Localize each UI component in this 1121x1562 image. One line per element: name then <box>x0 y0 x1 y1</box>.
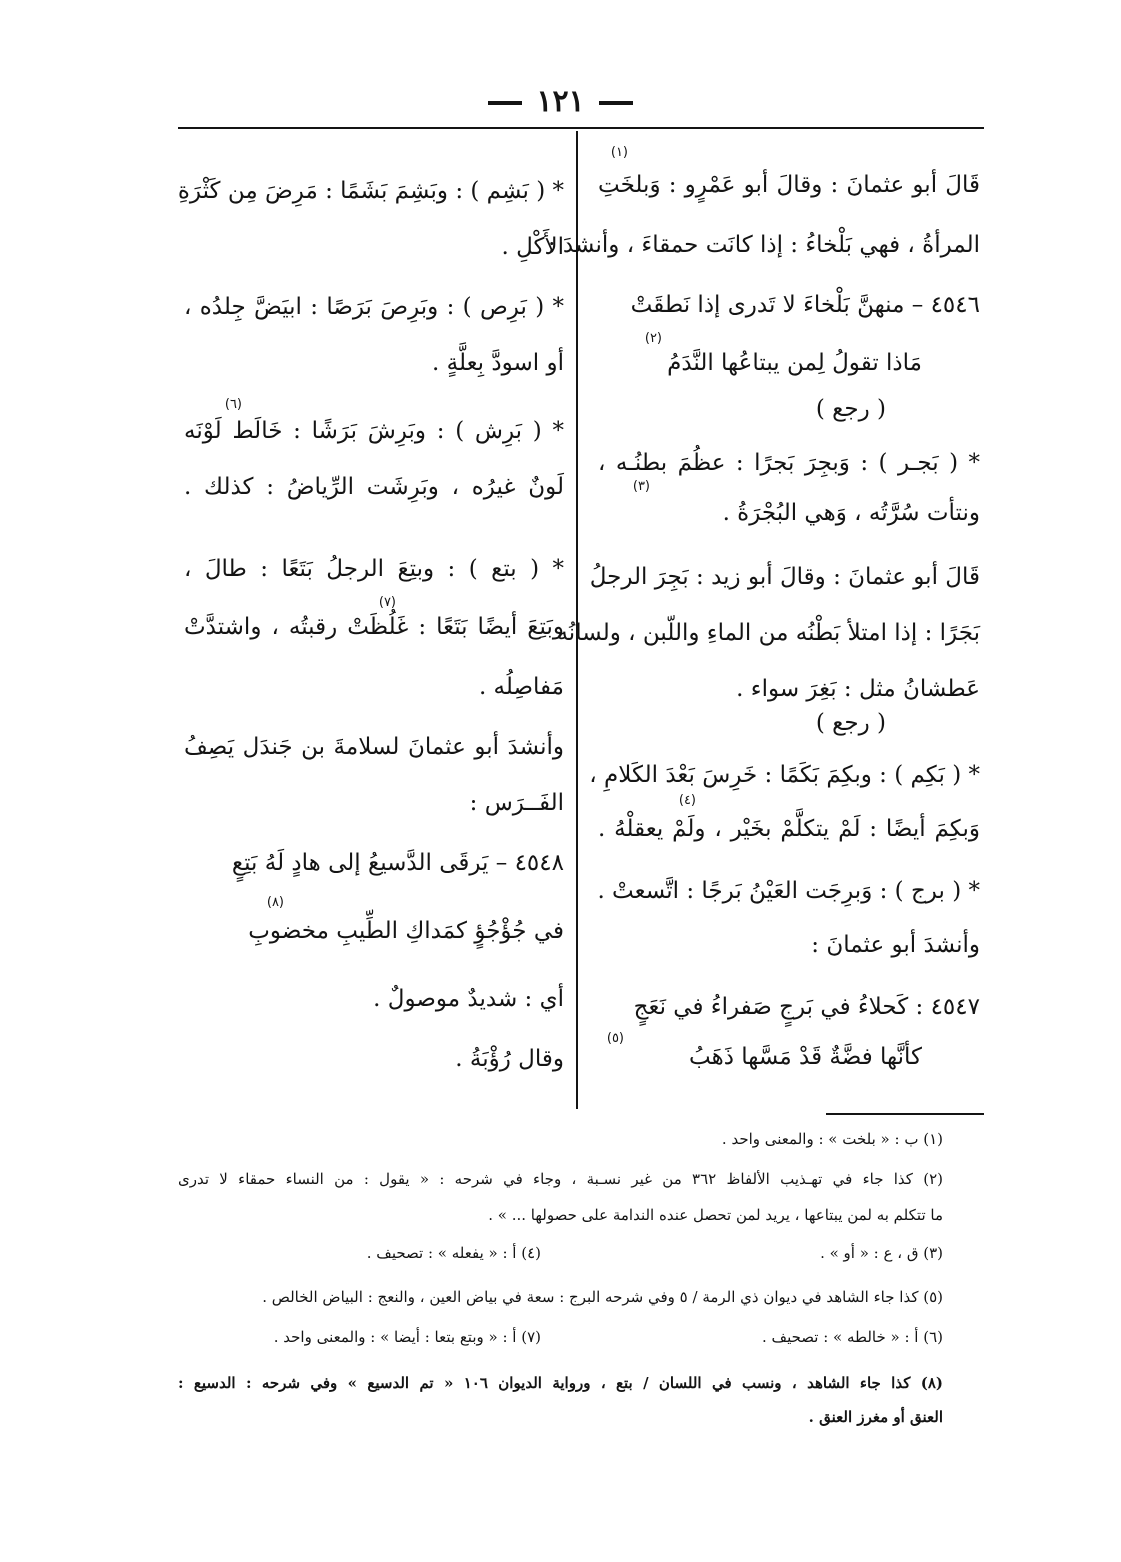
verse-4548-first-hemistich: ٤٥٤٨ – يَرقَى الدَّسيعُ إلى هادٍ لَهُ بَتِعٍ <box>231 850 564 876</box>
entry-bakam-line: * ( بَكِم ) : وبكِمَ بَكَمًا : خَرِسَ بَعْدَ الكَلامِ ، <box>589 762 980 788</box>
entry-text-line: قَالَ أبو عثمانَ : وقالَ أبو زيد : بَجِرَ الرجلُ <box>589 564 980 590</box>
footnote-8-continued: العنق أو مغرز العنق . <box>808 1408 943 1426</box>
entry-text-line: بَجَرًا : إذا امتلأ بَطْنُه من الماءِ واللّبن ، ولسانُه <box>556 620 980 646</box>
entry-bakam-line: وَبكِمَ أيضًا : لَمْ يتكلَّمْ بخَيْر ، ولَمْ يعقلْهُ . <box>598 816 980 842</box>
entry-text-line: وأنشدَ أبو عثمانَ لسلامةَ بن جَندَل يَصِفُ <box>184 734 564 760</box>
entry-bajar-line: * ( بَجـر ) : وَبجِرَ بَجرًا : عظُمَ بطنُـه ، <box>598 450 980 476</box>
footnote-ref-5: (٥) <box>606 1031 624 1046</box>
entry-text-line: الفَــرَس : <box>469 790 564 816</box>
entry-text-line: عَطشانُ مثل : بَغِرَ سواء . <box>736 676 980 702</box>
entry-baras-line: * ( بَرِص ) : وبَرِصَ بَرَصًا : ابيَضَّ جِلدُه ، <box>184 294 564 320</box>
entry-baraj-line: * ( برج ) : وَبرِجَت العَيْنُ بَرجًا : اتَّسعتْ . <box>597 878 980 904</box>
verse-4547-first-hemistich: ٤٥٤٧ : كَحلاءُ في بَرجٍ صَفراءُ في نَعَجٍ <box>633 994 980 1020</box>
entry-batia-line: مَفاصِلُه . <box>478 674 564 700</box>
verse-4548-second-hemistich: في جُؤْجُؤٍ كمَداكِ الطِّيبِ مخضوبِ <box>248 918 564 944</box>
entry-text-line: المرأةُ ، فهي بَلْخاءُ : إذا كانَت حمقاءَ ، وأنشدَ : <box>547 232 980 258</box>
entry-basham-line: الأَكْلِ . <box>501 234 564 260</box>
footnote-ref-6: (٦) <box>224 397 242 412</box>
footnote-ref-4: (٤) <box>678 793 696 808</box>
rajaa-marker: ( رجع ) <box>815 396 886 422</box>
header-rule <box>178 127 984 129</box>
entry-text-line: أي : شديدٌ موصولٌ . <box>373 986 564 1012</box>
header-dash-right <box>599 101 633 105</box>
footnote-ref-3: (٣) <box>632 479 650 494</box>
rajaa-marker: ( رجع ) <box>815 710 886 736</box>
entry-text-line: وقال رُؤْبَةُ . <box>455 1046 564 1072</box>
footnote-ref-2: (٢) <box>644 331 662 346</box>
footnote-2: (٢) كذا جاء في تهـذيب الألفاظ ٣٦٢ من غير نسـبة ، وجاء في شرحه : « يقول : من النساء حمقاء لا تدرى <box>178 1170 943 1188</box>
entry-baras-line: أو اسودَّ بِعلَّةٍ . <box>432 350 564 376</box>
footnote-ref-8: (٨) <box>266 895 284 910</box>
footnote-ref-1: (١) <box>610 145 628 160</box>
page-number: ١٢١ <box>536 84 585 119</box>
footnote-ref-7: (٧) <box>378 595 396 610</box>
entry-barash-line: لَونٌ غيرُه ، وبَرِشَت الرِّياضُ : كذلك . <box>184 474 564 500</box>
verse-4546-second-hemistich: مَاذا تقولُ لِمن يبتاعُها النَّدَمُ <box>667 350 922 376</box>
footnote-8: (٨) كذا جاء الشاهد ، ونسب في اللسان / بتع ، ورواية الديوان ١٠٦ « تم الدسيع » وفي شرحه : الدسيع : <box>178 1374 943 1392</box>
entry-batia-line: * ( بتع ) : وبتِعَ الرجلُ بَتَعًا : طالَ ، <box>184 556 564 582</box>
verse-4546-first-hemistich: ٤٥٤٦ – منهنَّ بَلْخاءَ لا تَدرى إذا نَطقَتْ <box>630 292 980 318</box>
entry-basham-line: * ( بَشِم ) : وبَشِمَ بَشَمًا : مَرِضَ مِن كَثْرَةِ <box>177 178 564 204</box>
entry-text-line: وأنشدَ أبو عثمانَ : <box>811 932 980 958</box>
footnote-2-continued: ما تتكلم به لمن يبتاعها ، يريد لمن تحصل عنده الندامة على حصولها ... » . <box>488 1206 943 1224</box>
footnote-6: (٦) أ : « خالطه » : تصحيف . <box>762 1328 943 1346</box>
footnote-1: (١) ب : « بلخت » : والمعنى واحد . <box>721 1130 943 1148</box>
header-dash-left <box>488 101 522 105</box>
entry-barash-line: * ( بَرِش ) : وبَرِشَ بَرَشًا : خَالَط لَوْنَه <box>184 418 564 444</box>
footnote-4: (٤) أ : « يفعله » : تصحيف . <box>366 1244 541 1262</box>
page-header <box>0 84 1121 119</box>
footnote-3: (٣) ق ، ع : « أو » . <box>820 1244 943 1262</box>
entry-text-line: قَالَ أبو عثمانَ : وقالَ أبو عَمْرٍو : وَبلخَتِ <box>598 172 980 198</box>
verse-4547-second-hemistich: كأنَّها فضَّةٌ قَدْ مَسَّها ذَهَبُ <box>689 1044 922 1070</box>
footnote-7: (٧) أ : « وبتع بتعا : أيضا » : والمعنى واحد . <box>273 1328 541 1346</box>
entry-bajar-line: ونتأت سُرَّتُه ، وَهي البُجْرَةُ . <box>722 500 980 526</box>
footnote-5: (٥) كذا جاء الشاهد في ديوان ذي الرمة / ٥ وفي شرحه البرج : سعة في بياض العين ، والنعج : البياض الخالص . <box>262 1288 943 1306</box>
footnote-rule <box>826 1113 984 1115</box>
entry-batia-line: وبَتِعَ أيضًا بَتَعًا : غَلُظَتْ رقبتُه ، واشتدَّتْ <box>184 614 564 640</box>
